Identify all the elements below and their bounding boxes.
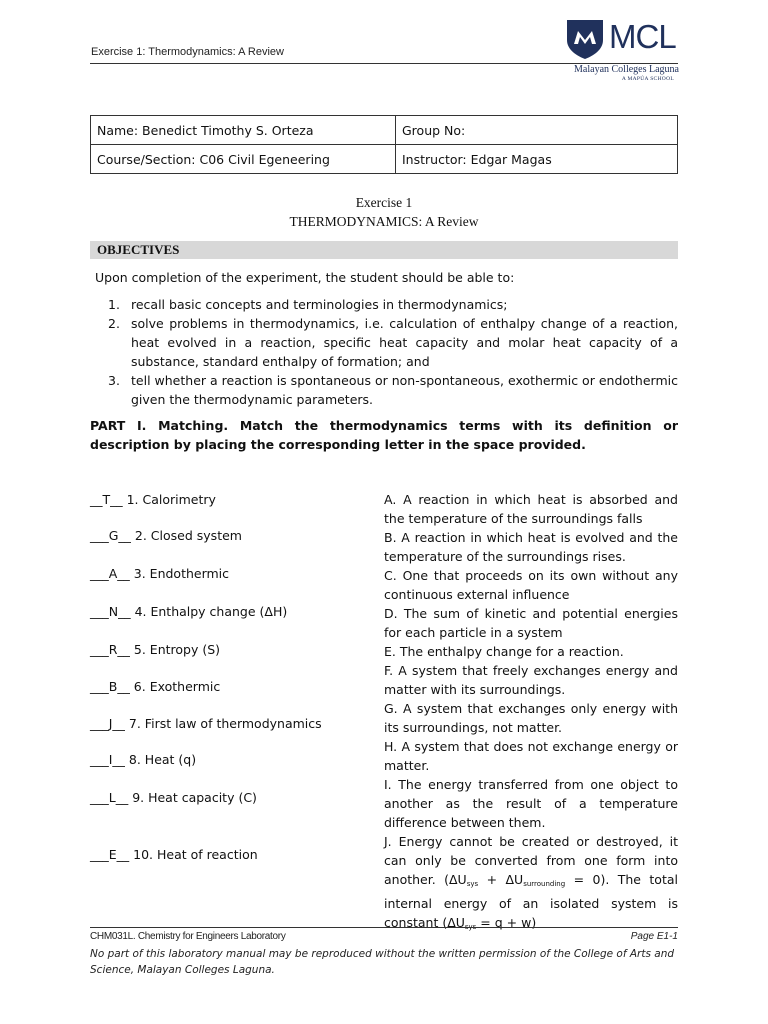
- footer-course: CHM031L. Chemistry for Engineers Laboratory: [90, 931, 286, 942]
- definition-i: I. The energy transferred from one object to another as the result of a temperature difference between them.: [384, 777, 678, 830]
- logo-subtitle: Malayan Colleges Laguna: [574, 64, 679, 75]
- copyright-note: No part of this laboratory manual may be reproduced without the written permission of the College of Arts and Science, Malayan Colleges Laguna.: [90, 948, 675, 976]
- group-cell: Group No:: [396, 116, 678, 145]
- matching-term: ___A__ 3. Endothermic: [90, 566, 230, 581]
- definition-h: H. A system that does not exchange energy or matter.: [384, 739, 678, 773]
- exercise-header: Exercise 1: Thermodynamics: A Review: [91, 46, 284, 58]
- objective-item: 1. recall basic concepts and terminologies in thermodynamics;: [108, 297, 508, 312]
- matching-term: ___I__ 8. Heat (q): [90, 752, 197, 767]
- footer-rule: [90, 927, 678, 928]
- matching-term: ___G__ 2. Closed system: [90, 528, 242, 543]
- course-cell: Course/Section: C06 Civil Egeneering: [91, 145, 396, 174]
- definition-b: B. A reaction in which heat is evolved and the temperature of the surroundings rises.: [384, 530, 678, 564]
- objectives-heading: OBJECTIVES: [97, 242, 180, 257]
- objectives-list: [108, 295, 678, 409]
- definition-j: J. Energy cannot be created or destroyed, it can only be converted from one form into another. $(\Delta U_{sys} + \Delta U_{surrounding} = 0)$. The total internal energy of an isolated system is constant $(\Delta U_{sys} = q + w)$: [384, 834, 678, 931]
- matching-term: __T__ 1. Calorimetry: [90, 492, 216, 507]
- definition-a: A. A reaction in which heat is absorbed and the temperature of the surroundings falls: [384, 492, 678, 526]
- logo-text: MCL: [609, 18, 676, 55]
- matching-term: ___L__ 9. Heat capacity (C): [90, 790, 257, 805]
- definition-e: E. The enthalpy change for a reaction.: [384, 644, 624, 659]
- definition-d: D. The sum of kinetic and potential energies for each particle in a system: [384, 606, 678, 640]
- definition-f: F. A system that freely exchanges energy and matter with its surroundings.: [384, 663, 678, 697]
- mcl-logo: [563, 18, 679, 84]
- logo-tagline: A MAPÚA SCHOOL: [621, 76, 674, 82]
- definition-g: G. A system that exchanges only energy with its surroundings, not matter.: [384, 701, 678, 735]
- objective-item: 3. tell whether a reaction is spontaneous or non-spontaneous, exothermic or endothermic given the thermodynamic parameters.: [108, 373, 678, 407]
- matching-term: ___R__ 5. Entropy (S): [90, 642, 221, 657]
- objectives-intro: Upon completion of the experiment, the student should be able to:: [95, 270, 515, 285]
- definitions-column: [384, 490, 678, 937]
- page-number: Page E1-1: [630, 931, 678, 942]
- exercise-number: Exercise 1: [355, 195, 413, 210]
- objective-item: 2. solve problems in thermodynamics, i.e. calculation of enthalpy change of a reaction, heat evolved in a reaction, specific heat capacity and molar heat capacity of a substance, standard enthalpy of formation; and: [108, 316, 678, 369]
- definition-c: C. One that proceeds on its own without any continuous external influence: [384, 568, 678, 602]
- name-cell: Name: Benedict Timothy S. Orteza: [91, 116, 396, 145]
- matching-term: ___N__ 4. Enthalpy change (ΔH): [90, 604, 288, 619]
- student-info-table: [90, 115, 678, 174]
- part1-instruction: PART I. Matching. Match the thermodynamics terms with its definition or description by placing the corresponding letter in the space provided.: [90, 418, 678, 452]
- matching-term: ___J__ 7. First law of thermodynamics: [90, 716, 322, 731]
- shield-icon: [565, 18, 605, 60]
- instructor-cell: Instructor: Edgar Magas: [396, 145, 678, 174]
- matching-term: ___E__ 10. Heat of reaction: [90, 847, 258, 862]
- exercise-title: THERMODYNAMICS: A Review: [289, 214, 479, 229]
- matching-term: ___B__ 6. Exothermic: [90, 679, 221, 694]
